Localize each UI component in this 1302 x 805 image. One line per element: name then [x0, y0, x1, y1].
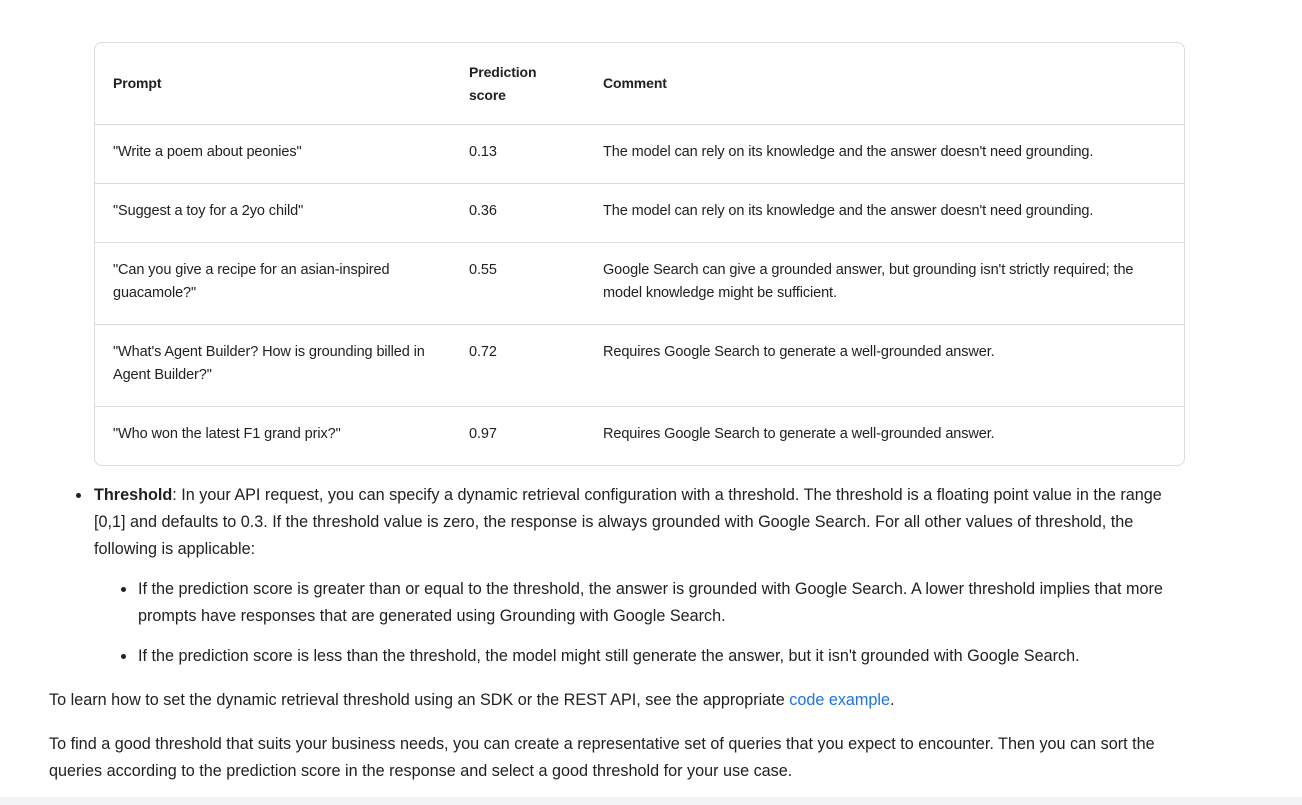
threshold-sub-list: [94, 576, 1189, 670]
cell-prompt: "What's Agent Builder? How is grounding billed in Agent Builder?": [95, 325, 451, 407]
learn-paragraph: [49, 687, 1189, 714]
cell-comment: Requires Google Search to generate a well-grounded answer.: [603, 426, 995, 442]
cell-prompt: "Write a poem about peonies": [95, 125, 451, 184]
score-table: [95, 43, 1184, 465]
threshold-list: [49, 482, 1189, 670]
table-row: [95, 243, 1184, 325]
list-item: [49, 576, 1189, 630]
find-threshold-paragraph: To find a good threshold that suits your business needs, you can create a representative set of queries that you expect to encounter. Then you can sort the queries according to the prediction score in the response and select a good threshold for your use case.: [49, 735, 1155, 780]
header-prompt: Prompt: [95, 43, 451, 125]
cell-score: 0.13: [451, 125, 585, 184]
cell-score: 0.55: [451, 243, 585, 325]
cell-comment: Requires Google Search to generate a well-grounded answer.: [585, 325, 1184, 407]
cell-comment: The model can rely on its knowledge and the answer doesn't need grounding.: [585, 184, 1184, 243]
table-row: [95, 125, 1184, 184]
body-content: [49, 482, 1189, 785]
cell-prompt: "Who won the latest F1 grand prix?": [113, 426, 341, 442]
bullet-icon: [76, 493, 81, 498]
learn-suffix: .: [890, 691, 895, 709]
sub-item-text: If the prediction score is less than the threshold, the model might still generate the answer, but it isn't grounded with Google Search.: [138, 647, 1080, 665]
table-row: [95, 184, 1184, 243]
cell-comment: Google Search can give a grounded answer, but grounding isn't strictly required; the model knowledge might be sufficient.: [585, 243, 1184, 325]
prediction-score-table: [94, 42, 1185, 466]
learn-text: To learn how to set the dynamic retrieval threshold using an SDK or the REST API, see the appropriate: [49, 691, 790, 709]
table-row: [95, 325, 1184, 407]
list-item-threshold: [49, 482, 1189, 670]
header-prediction-score: Prediction score: [451, 43, 585, 125]
threshold-term: Threshold: [94, 486, 173, 504]
table-row: [95, 407, 1184, 466]
cell-comment: The model can rely on its knowledge and the answer doesn't need grounding.: [585, 125, 1184, 184]
cell-score: 0.36: [451, 184, 585, 243]
cell-score: 0.97: [469, 426, 497, 442]
table-header-row: [95, 43, 1184, 125]
cell-prompt: "Suggest a toy for a 2yo child": [95, 184, 451, 243]
bullet-icon: [121, 654, 126, 659]
bottom-divider: [0, 797, 1302, 805]
sub-item-text: If the prediction score is greater than or equal to the threshold, the answer is grounded with Google Search. A lower threshold implies that more prompts have responses that are generated using Grounding with Google Search.: [138, 580, 1163, 625]
cell-score: 0.72: [451, 325, 585, 407]
bullet-icon: [121, 587, 126, 592]
code-example-link[interactable]: code example: [789, 691, 891, 709]
header-comment: Comment: [585, 43, 1184, 125]
threshold-description: : In your API request, you can specify a dynamic retrieval configuration with a threshold. The threshold is a floating point value in the range [0,1] and defaults to 0.3. If the threshold value is zero, the response is always grounded with Google Search. For all other values of threshold, the following is applicable:: [94, 486, 1162, 558]
cell-prompt: "Can you give a recipe for an asian-inspired guacamole?": [95, 243, 451, 325]
list-item: [49, 643, 1189, 670]
